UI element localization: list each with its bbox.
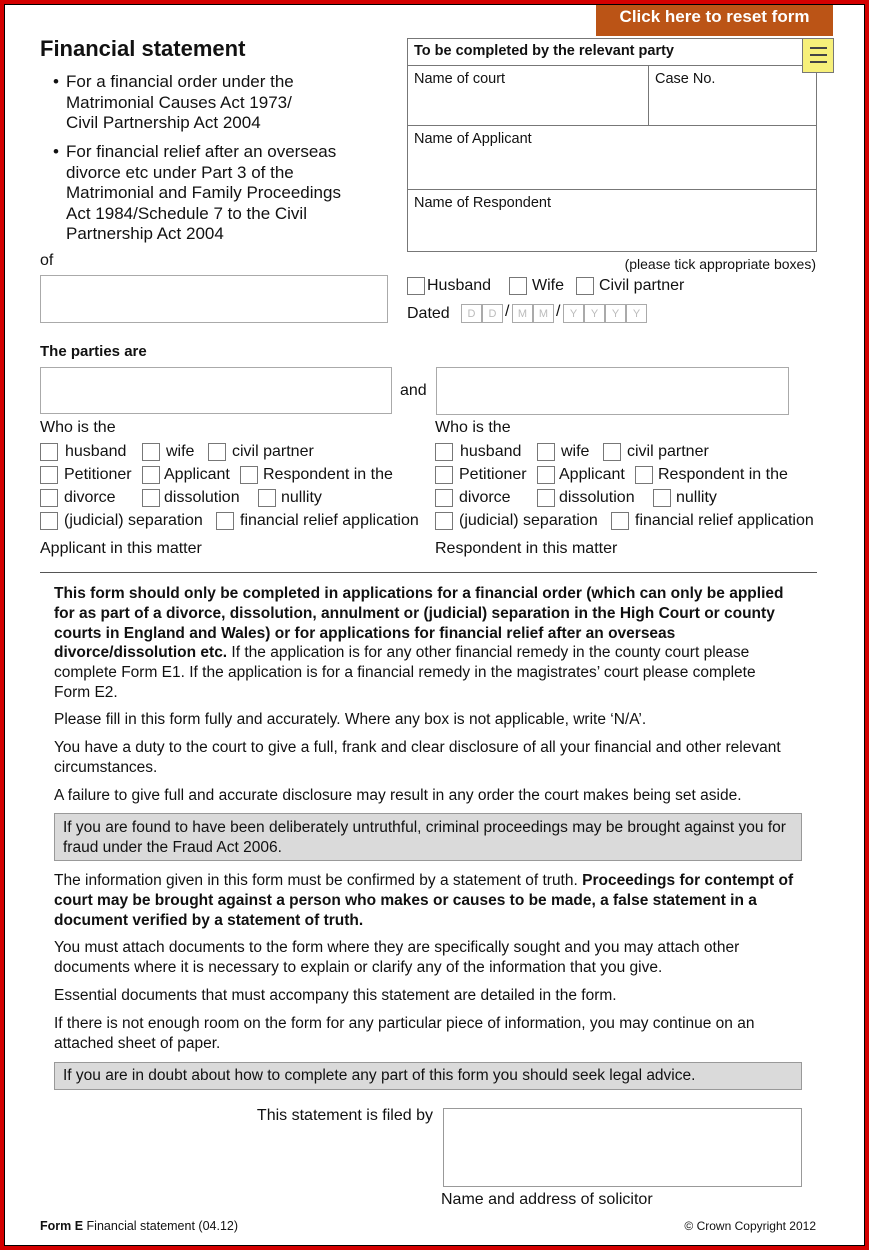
respondent-name-label: Name of Respondent: [414, 195, 552, 211]
applicant-petitioner-checkbox[interactable]: [40, 466, 58, 484]
applicant-applicant-checkbox[interactable]: [142, 466, 160, 484]
wife-checkbox[interactable]: [509, 277, 527, 295]
applicant-financial-relief-checkbox[interactable]: [216, 512, 234, 530]
husband-checkbox[interactable]: [407, 277, 425, 295]
applicant-dissolution-label: dissolution: [164, 489, 240, 506]
applicant-divorce-label: divorce: [64, 489, 116, 506]
date-year-digit[interactable]: Y: [626, 304, 647, 323]
respondent-husband-label: husband: [460, 443, 522, 460]
respondent-caption: Respondent in this matter: [435, 540, 618, 557]
respondent-wife-label: wife: [561, 443, 590, 460]
party-2-input[interactable]: [436, 367, 789, 415]
respondent-respondent-in-checkbox[interactable]: [635, 466, 653, 484]
solicitor-input[interactable]: [443, 1108, 802, 1187]
applicant-husband-checkbox[interactable]: [40, 443, 58, 461]
applicant-petitioner-label: Petitioner: [64, 466, 132, 483]
room-paragraph: If there is not enough room on the form for any particular piece of information, you may continue on an attached sheet of paper.: [54, 1015, 755, 1052]
applicant-applicant-label: Applicant: [164, 466, 230, 483]
respondent-husband-checkbox[interactable]: [435, 443, 453, 461]
court-box-header: To be completed by the relevant party: [414, 43, 674, 59]
applicant-separation-label: (judicial) separation: [64, 512, 203, 529]
intro-paragraph: This form should only be completed in applications for a financial order (which can only be applied for as part of a divorce, dissolution, annulment or (judicial) separation in the High Court or county courts in England and Wales) or for applications for financial relief after an overseas divorce/dissolution etc. If the application is for any other financial remedy in the county court please complete Form E1. If the application is for a financial remedy in the magistrates’ court please complete Form E2.: [54, 585, 784, 701]
applicant-separation-checkbox[interactable]: [40, 512, 58, 530]
respondent-civil-partner-checkbox[interactable]: [603, 443, 621, 461]
parties-heading: The parties are: [40, 343, 147, 360]
truth-paragraph: The information given in this form must be confirmed by a statement of truth. Proceedings for contempt of court may be brought against a person who makes or causes to be made, a false statement in a document verified by a statement of truth.: [54, 872, 794, 929]
respondent-applicant-checkbox[interactable]: [537, 466, 555, 484]
essential-paragraph: Essential documents that must accompany this statement are detailed in the form.: [54, 987, 617, 1004]
applicant-divorce-checkbox[interactable]: [40, 489, 58, 507]
applicant-nullity-checkbox[interactable]: [258, 489, 276, 507]
respondent-who-is-label: Who is the: [435, 419, 511, 436]
and-label: and: [400, 382, 427, 399]
date-year-digit[interactable]: Y: [584, 304, 605, 323]
applicant-husband-label: husband: [65, 443, 127, 460]
solicitor-caption: Name and address of solicitor: [441, 1191, 653, 1208]
applicant-civil-partner-checkbox[interactable]: [208, 443, 226, 461]
applicant-nullity-label: nullity: [281, 489, 322, 506]
civil-partner-label: Civil partner: [599, 277, 685, 294]
respondent-separation-label: (judicial) separation: [459, 512, 598, 529]
of-input[interactable]: [40, 275, 388, 323]
fraud-warning: If you are found to have been deliberately untruthful, criminal proceedings may be brought against you for fraud under the Fraud Act 2006.: [54, 813, 802, 861]
of-label: of: [40, 252, 54, 269]
advice-warning: If you are in doubt about how to complete any part of this form you should seek legal advice.: [54, 1062, 802, 1090]
date-day-digit[interactable]: D: [482, 304, 503, 323]
respondent-name-field[interactable]: [408, 189, 816, 251]
respondent-divorce-label: divorce: [459, 489, 511, 506]
date-year-digit[interactable]: Y: [605, 304, 626, 323]
date-month-digit[interactable]: M: [533, 304, 554, 323]
respondent-nullity-label: nullity: [676, 489, 717, 506]
date-separator: /: [505, 303, 510, 320]
applicant-financial-relief-label: financial relief application: [240, 512, 419, 529]
court-name-label: Name of court: [414, 71, 506, 87]
applicant-who-is-label: Who is the: [40, 419, 116, 436]
failure-paragraph: A failure to give full and accurate disclosure may result in any order the court makes being set aside.: [54, 787, 742, 804]
applicant-respondent-in-checkbox[interactable]: [240, 466, 258, 484]
applicant-wife-label: wife: [166, 443, 195, 460]
respondent-applicant-label: Applicant: [559, 466, 625, 483]
applicant-dissolution-checkbox[interactable]: [142, 489, 160, 507]
respondent-civil-partner-label: civil partner: [627, 443, 709, 460]
page-title: Financial statement: [40, 36, 246, 61]
respondent-petitioner-label: Petitioner: [459, 466, 527, 483]
applicant-wife-checkbox[interactable]: [142, 443, 160, 461]
sticky-note-icon[interactable]: [802, 38, 834, 73]
respondent-petitioner-checkbox[interactable]: [435, 466, 453, 484]
case-no-label: Case No.: [655, 71, 716, 87]
respondent-nullity-checkbox[interactable]: [653, 489, 671, 507]
duty-paragraph: You have a duty to the court to give a full, frank and clear disclosure of all your financial and other relevant circumstances.: [54, 739, 781, 776]
attach-paragraph: You must attach documents to the form where they are specifically sought and you may attach other documents where it is necessary to explain or clarify any of the information that you give.: [54, 939, 740, 976]
tick-note: (please tick appropriate boxes): [624, 256, 816, 272]
applicant-respondent-in-label: Respondent in the: [263, 466, 393, 483]
respondent-wife-checkbox[interactable]: [537, 443, 555, 461]
footer-form-id: Form E Financial statement (04.12): [40, 1219, 239, 1233]
applicant-name-label: Name of Applicant: [414, 131, 532, 147]
dated-label: Dated: [407, 305, 450, 322]
respondent-financial-relief-checkbox[interactable]: [611, 512, 629, 530]
respondent-dissolution-label: dissolution: [559, 489, 635, 506]
applicant-civil-partner-label: civil partner: [232, 443, 314, 460]
bullet-item: • For financial relief after an overseas divorce etc under Part 3 of the Matrimonial and Family Proceedings Act 1984/Schedule 7 to the Civil Partnership Act 2004: [53, 142, 341, 243]
respondent-respondent-in-label: Respondent in the: [658, 466, 788, 483]
respondent-divorce-checkbox[interactable]: [435, 489, 453, 507]
applicant-name-field[interactable]: [408, 125, 816, 189]
filed-by-label: This statement is filed by: [256, 1107, 433, 1124]
wife-label: Wife: [532, 277, 564, 294]
respondent-separation-checkbox[interactable]: [435, 512, 453, 530]
date-day-digit[interactable]: D: [461, 304, 482, 323]
husband-label: Husband: [427, 277, 492, 294]
bullet-item: • For a financial order under the Matrimonial Causes Act 1973/ Civil Partnership Act 2004: [53, 72, 294, 132]
party-1-input[interactable]: [40, 367, 392, 414]
court-details-box: [407, 38, 817, 252]
respondent-dissolution-checkbox[interactable]: [537, 489, 555, 507]
applicant-caption: Applicant in this matter: [40, 540, 202, 557]
date-separator: /: [556, 303, 561, 320]
civil-partner-checkbox[interactable]: [576, 277, 594, 295]
fill-instructions: Please fill in this form fully and accurately. Where any box is not applicable, write ‘N/A’.: [54, 711, 647, 728]
respondent-financial-relief-label: financial relief application: [635, 512, 814, 529]
case-no-field[interactable]: [649, 65, 816, 125]
date-month-digit[interactable]: M: [512, 304, 533, 323]
reset-form-button[interactable]: Click here to reset form: [596, 3, 833, 36]
court-name-field[interactable]: [408, 65, 649, 125]
divider: [40, 572, 817, 573]
date-year-digit[interactable]: Y: [563, 304, 584, 323]
footer-copyright: © Crown Copyright 2012: [684, 1219, 816, 1233]
